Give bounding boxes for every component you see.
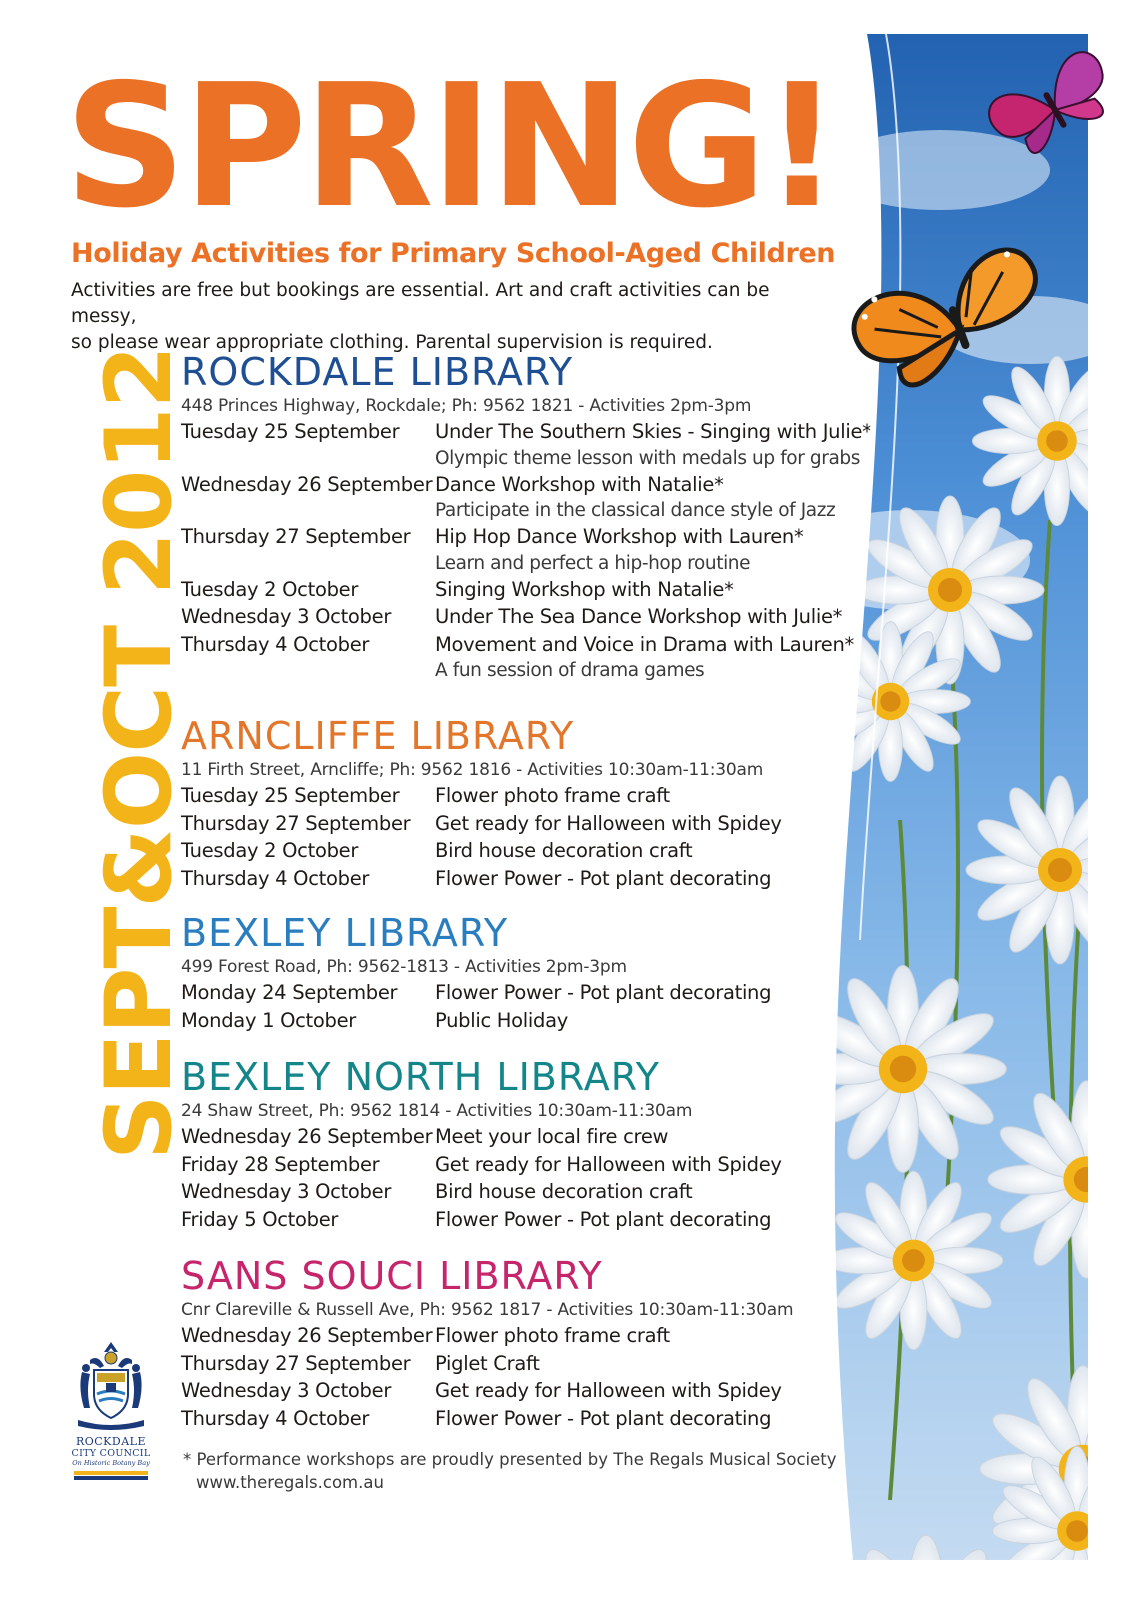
event-row — [181, 1178, 841, 1206]
library-address: 499 Forest Road, Ph: 9562-1813 - Activities 2pm-3pm — [181, 957, 627, 977]
event-row — [181, 1123, 841, 1151]
event-date: Thursday 27 September — [181, 1351, 411, 1375]
page-title: SPRING! — [64, 48, 837, 246]
library-name: ARNCLIFFE LIBRARY — [181, 714, 575, 758]
logo-stripe — [74, 1476, 148, 1480]
logo-stripe — [74, 1471, 148, 1475]
event-activity: Movement and Voice in Drama with Lauren* — [435, 632, 854, 656]
event-date: Wednesday 3 October — [181, 1379, 392, 1402]
event-row — [181, 1350, 841, 1378]
event-date: Wednesday 3 October — [181, 1180, 392, 1203]
library-name: SANS SOUCI LIBRARY — [181, 1254, 603, 1298]
event-date: Wednesday 3 October — [181, 605, 392, 628]
footnote-url[interactable]: www.theregals.com.au — [196, 1473, 384, 1492]
event-activity: Flower Power - Pot plant decorating — [435, 1406, 772, 1430]
event-date: Thursday 27 September — [181, 525, 411, 548]
event-activity-cell — [435, 1322, 841, 1350]
event-row — [181, 418, 872, 471]
event-activity-cell — [435, 782, 841, 810]
library-address: Cnr Clareville & Russell Ave, Ph: 9562 1817 - Activities 10:30am-11:30am — [181, 1300, 794, 1320]
event-row — [181, 631, 854, 684]
event-description: A fun session of drama games — [435, 660, 705, 681]
subtitle: Holiday Activities for Primary School-Aged Children — [71, 238, 836, 269]
event-date: Wednesday 26 September — [181, 1125, 433, 1148]
event-activity: Flower Power - Pot plant decorating — [435, 981, 772, 1004]
library-section — [181, 1254, 841, 1432]
event-activity-cell — [435, 979, 841, 1007]
event-date: Thursday 4 October — [181, 1406, 370, 1430]
library-address: 24 Shaw Street, Ph: 9562 1814 - Activities 10:30am-11:30am — [181, 1101, 693, 1121]
event-activity: Get ready for Halloween with Spidey — [435, 1152, 782, 1176]
event-activity: Under The Sea Dance Workshop with Julie* — [435, 605, 843, 628]
event-activity: Get ready for Halloween with Spidey — [435, 811, 782, 835]
event-activity: Public Holiday — [435, 1008, 569, 1032]
council-tagline: On Historic Botany Bay — [72, 1459, 150, 1467]
event-row — [181, 603, 841, 631]
event-row — [181, 837, 841, 865]
event-activity: Flower Power - Pot plant decorating — [435, 866, 772, 890]
event-activity-cell — [435, 810, 841, 838]
event-activity-cell — [435, 418, 872, 471]
event-activity-cell — [435, 603, 842, 631]
intro-text — [71, 278, 811, 356]
event-description: Participate in the classical dance style of Jazz — [435, 500, 836, 521]
event-row — [181, 1206, 841, 1234]
library-name: BEXLEY LIBRARY — [181, 911, 509, 955]
event-activity-cell — [435, 1350, 841, 1378]
date-banner: SEPT&OCT 2012 — [87, 346, 192, 1160]
event-date: Tuesday 25 September — [181, 784, 400, 807]
event-row — [181, 1322, 841, 1350]
event-activity: Flower Power - Pot plant decorating — [435, 1207, 772, 1231]
event-date: Friday 28 September — [181, 1152, 380, 1176]
event-date: Friday 5 October — [181, 1207, 339, 1231]
event-list — [181, 979, 841, 1034]
event-list — [181, 418, 872, 683]
event-activity-cell — [435, 631, 854, 684]
event-activity: Singing Workshop with Natalie* — [435, 577, 734, 601]
daisy-butterfly-photo — [820, 0, 1131, 1600]
event-list — [181, 1322, 841, 1432]
event-row — [181, 782, 841, 810]
event-activity-cell — [435, 1123, 841, 1151]
event-description: Learn and perfect a hip-hop routine — [435, 552, 751, 574]
event-row — [181, 1007, 841, 1035]
event-activity-cell — [435, 1007, 841, 1035]
event-activity-cell — [435, 1206, 841, 1234]
event-activity-cell — [435, 865, 841, 893]
event-activity-cell — [435, 523, 841, 576]
event-activity-cell — [435, 576, 841, 604]
event-activity: Hip Hop Dance Workshop with Lauren* — [435, 525, 804, 548]
library-name: BEXLEY NORTH LIBRARY — [181, 1055, 660, 1099]
footnote — [183, 1448, 837, 1494]
event-row — [181, 810, 841, 838]
intro-line: so please wear appropriate clothing. Parental supervision is required. — [71, 332, 713, 353]
council-name: ROCKDALE — [75, 1435, 147, 1448]
event-activity: Get ready for Halloween with Spidey — [435, 1379, 782, 1402]
event-date: Wednesday 26 September — [181, 1324, 433, 1347]
event-activity: Flower photo frame craft — [435, 1324, 670, 1347]
event-activity: Flower photo frame craft — [435, 784, 670, 807]
event-activity-cell — [435, 1377, 841, 1405]
library-name: ROCKDALE LIBRARY — [181, 350, 574, 394]
event-row — [181, 471, 841, 524]
event-row — [181, 1405, 841, 1433]
event-activity-cell — [435, 1151, 841, 1179]
library-section — [181, 350, 872, 683]
event-list — [181, 782, 841, 892]
event-date: Tuesday 2 October — [181, 839, 359, 862]
event-activity: Meet your local fire crew — [435, 1125, 669, 1148]
event-row — [181, 865, 841, 893]
event-row — [181, 523, 841, 576]
event-activity-cell — [435, 471, 841, 524]
event-activity: Dance Workshop with Natalie* — [435, 472, 724, 496]
intro-line: Activities are free but bookings are essential. Art and craft activities can be messy, — [71, 280, 770, 327]
event-description: Olympic theme lesson with medals up for grabs — [435, 447, 860, 469]
library-address: 11 Firth Street, Arncliffe; Ph: 9562 1816 - Activities 10:30am-11:30am — [181, 760, 764, 780]
event-date: Thursday 4 October — [181, 866, 370, 890]
event-activity-cell — [435, 837, 841, 865]
event-date: Monday 1 October — [181, 1008, 357, 1032]
event-row — [181, 979, 841, 1007]
event-row — [181, 576, 841, 604]
event-date: Thursday 4 October — [181, 632, 370, 656]
council-logo — [70, 1338, 152, 1498]
event-date: Tuesday 25 September — [181, 420, 400, 443]
event-row — [181, 1151, 841, 1179]
event-row — [181, 1377, 841, 1405]
library-section — [181, 714, 841, 892]
event-date: Thursday 27 September — [181, 811, 411, 835]
council-name: CITY COUNCIL — [71, 1448, 151, 1459]
event-activity-cell — [435, 1405, 841, 1433]
event-date: Tuesday 2 October — [181, 577, 359, 601]
event-activity-cell — [435, 1178, 841, 1206]
event-activity: Bird house decoration craft — [435, 1180, 693, 1203]
event-activity: Under The Southern Skies - Singing with Julie* — [435, 420, 872, 443]
coat-of-arms-icon — [70, 1338, 152, 1434]
event-date: Wednesday 26 September — [181, 472, 433, 496]
footnote-text: * Performance workshops are proudly presented by The Regals Musical Society — [183, 1450, 837, 1469]
event-list — [181, 1123, 841, 1233]
event-activity: Piglet Craft — [435, 1351, 540, 1375]
library-section — [181, 911, 841, 1034]
library-section — [181, 1055, 841, 1233]
event-date: Monday 24 September — [181, 981, 398, 1004]
library-address: 448 Princes Highway, Rockdale; Ph: 9562 1821 - Activities 2pm-3pm — [181, 396, 752, 416]
event-activity: Bird house decoration craft — [435, 839, 693, 862]
